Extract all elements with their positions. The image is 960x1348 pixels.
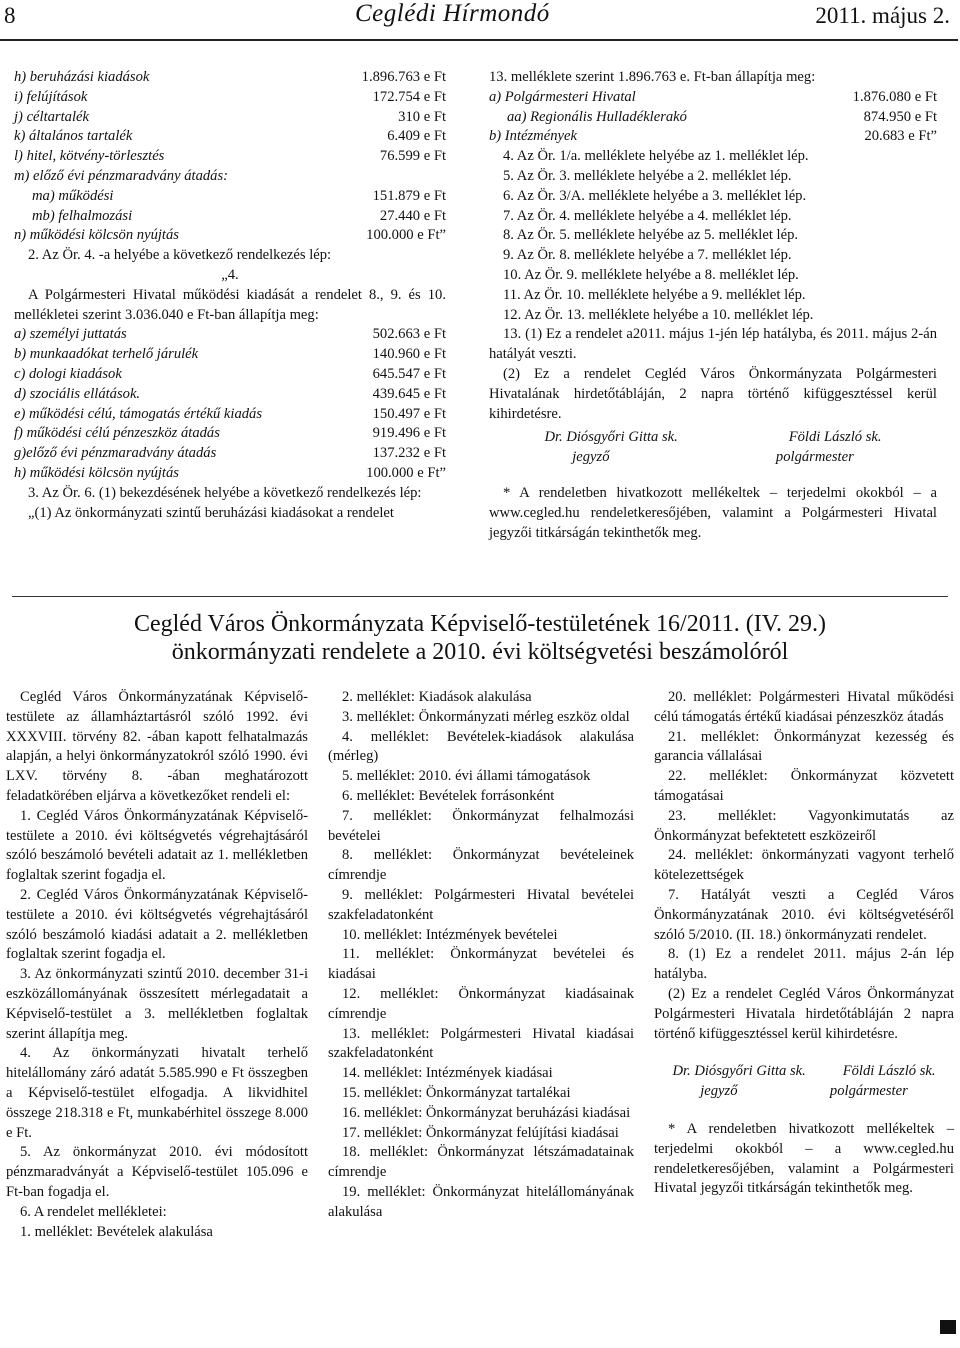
amount-label: b) munkaadókat terhelő járulék bbox=[14, 346, 199, 363]
amount-label: f) működési célú pénzeszköz átadás bbox=[14, 425, 220, 442]
paragraph: 21. melléklet: Önkormányzat kezesség és garancia vállalásai bbox=[654, 728, 954, 765]
article-title bbox=[60, 610, 900, 666]
amount-value: 874.950 e Ft bbox=[863, 108, 937, 125]
amount-value: 150.497 e Ft bbox=[372, 405, 446, 422]
amount-label: h) működési kölcsön nyújtás bbox=[14, 464, 179, 481]
paragraph: 7. Hatályát veszti a Cegléd Város Önkormányzatának 2010. évi költségvetéséről szóló 5/2010. (II. 18.) önkormányzati rendelet. bbox=[654, 886, 954, 943]
amount-row bbox=[14, 444, 446, 464]
signature-role: polgármester bbox=[829, 1083, 908, 1100]
bottom-right-column bbox=[654, 688, 954, 1199]
paragraph: „(1) Az önkormányzati szintű beruházási kiadásokat a rendelet bbox=[28, 504, 394, 521]
paragraph: 20. melléklet: Polgármesteri Hivatal működési célú támogatás értékű kiadásai pénzeszköz átadás bbox=[654, 689, 954, 725]
paragraph: 10. melléklet: Intézmények bevételei bbox=[342, 926, 558, 943]
paragraph: 9. melléklet: Polgármesteri Hivatal bevételei szakfeladatonként bbox=[328, 886, 634, 923]
amount-value: 100.000 e Ft” bbox=[366, 227, 446, 244]
amount-label: mb) felhalmozási bbox=[32, 207, 133, 224]
amount-row bbox=[14, 365, 446, 385]
amount-value: 27.440 e Ft bbox=[379, 207, 446, 224]
paragraph: (2) Ez a rendelet Cegléd Város Önkormányzata Polgármesteri Hivatalának hirdetőtábláján, 2 napra történő kifüggesztéssel kerül kihirdetésre. bbox=[489, 365, 937, 422]
amount-row bbox=[14, 464, 446, 484]
paragraph: 18. melléklet: Önkormányzat létszámadatainak címrendje bbox=[328, 1144, 634, 1181]
amount-row bbox=[14, 127, 446, 147]
paragraph: 5. Az önkormányzat 2010. évi módosított pénzmaradványát a Képviselő-testület 105.096 e Ft-ban fogadja el. bbox=[6, 1144, 308, 1200]
text-line: 13. melléklete szerint 1.896.763 e. Ft-ban állapítja meg: bbox=[489, 69, 816, 85]
paragraph: 16. melléklet: Önkormányzat beruházási kiadásai bbox=[342, 1104, 631, 1121]
paragraph: 12. melléklet: Önkormányzat kiadásainak címrendje bbox=[328, 985, 634, 1022]
title-line: önkormányzati rendelete a 2010. évi költségvetési beszámolóról bbox=[171, 639, 789, 665]
signature-name: Dr. Diósgyőri Gitta sk. bbox=[672, 1063, 806, 1080]
amount-value: 172.754 e Ft bbox=[372, 88, 446, 105]
paragraph: A Polgármesteri Hivatal működési kiadását a rendelet 8., 9. és 10. mellékletei szerint 3.036.040 e Ft-ban állapítja meg: bbox=[14, 286, 446, 323]
paragraph: 17. melléklet: Önkormányzat felújítási kiadásai bbox=[342, 1124, 619, 1141]
footnote: * A rendeletben hivatkozott mellékeltek – terjedelmi okokból – a www.cegled.hu rendeletkeresőjében, valamint a Polgármesteri Hivatal jegyzői titkárságán tekinthetők meg. bbox=[489, 484, 937, 541]
amount-value: 310 e Ft bbox=[398, 108, 446, 125]
amount-value: 439.645 e Ft bbox=[372, 385, 446, 402]
amount-row bbox=[14, 226, 446, 246]
paragraph: 8. (1) Ez a rendelet 2011. május 2-án lép hatályba. bbox=[654, 946, 954, 983]
paragraph: 7. Az Ör. 4. melléklete helyébe a 4. melléklet lép. bbox=[503, 207, 792, 224]
paragraph: 8. melléklet: Önkormányzat bevételeinek címrendje bbox=[328, 847, 634, 884]
amount-label: ma) működési bbox=[32, 187, 114, 204]
section-divider bbox=[12, 596, 948, 597]
title-line: Cegléd Város Önkormányzata Képviselő-testületének 16/2011. (IV. 29.) bbox=[133, 611, 827, 637]
amount-value: 919.496 e Ft bbox=[372, 425, 446, 442]
signature-name: Földi László sk. bbox=[842, 1063, 936, 1080]
issue-date: 2011. május 2. bbox=[815, 3, 950, 28]
amount-row bbox=[489, 88, 937, 108]
amount-value: 100.000 e Ft” bbox=[366, 464, 446, 481]
amount-label: g)előző évi pénzmaradvány átadás bbox=[14, 445, 217, 462]
amount-label: j) céltartalék bbox=[14, 108, 89, 125]
amount-row bbox=[14, 187, 446, 207]
amount-value: 1.896.763 e Ft bbox=[361, 69, 446, 85]
paragraph: 4. Az Ör. 1/a. melléklete helyébe az 1. melléklet lép. bbox=[503, 148, 809, 165]
paragraph: 22. melléklet: Önkormányzat közvetett támogatásai bbox=[654, 768, 954, 804]
signature-names bbox=[654, 1062, 954, 1082]
paragraph: 4. Az önkormányzati hivatalt terhelő hitelállomány záró adatát 5.585.990 e Ft összegben a Képviselő-testület elfogadja. A likvidhitel összege 218.318 e Ft, munkabérhitel összege 8.000 e Ft. bbox=[6, 1045, 308, 1141]
paragraph: 3. Az önkormányzati szintű 2010. december 31-i eszközállományának összesített mérlegadatait a Képviselő-testület a 3. mellékletben foglaltak szerint állapítja meg. bbox=[6, 966, 308, 1042]
paragraph: 4. melléklet: Bevételek-kiadások alakulása (mérleg) bbox=[328, 728, 634, 765]
paragraph: 2. Cegléd Város Önkormányzatának Képviselő-testülete a 2010. évi költségvetés végrehajtásáról szóló beszámoló kiadási adatait a 2. mellékletben foglaltak szerint fogadja el. bbox=[6, 886, 308, 963]
paragraph: 6. Az Ör. 3/A. melléklete helyébe a 3. melléklet lép. bbox=[503, 187, 807, 204]
paragraph: 9. Az Ör. 8. melléklete helyébe a 7. melléklet lép. bbox=[503, 247, 792, 264]
signature-role: jegyző bbox=[572, 449, 610, 466]
amount-value: 6.409 e Ft bbox=[387, 128, 446, 145]
top-left-column bbox=[14, 68, 446, 523]
amount-label: h) beruházási kiadások bbox=[14, 69, 150, 85]
amount-label: b) Intézmények bbox=[489, 128, 577, 145]
amount-label: k) általános tartalék bbox=[14, 128, 133, 145]
amount-value: 1.876.080 e Ft bbox=[852, 88, 937, 105]
header-rule bbox=[0, 39, 958, 41]
paragraph: 23. melléklet: Vagyonkimutatás az Önkormányzat befektetett eszközeiről bbox=[654, 807, 954, 844]
paragraph: 2. melléklet: Kiadások alakulása bbox=[342, 689, 532, 705]
amount-label: a) személyi juttatás bbox=[14, 326, 127, 343]
amount-row bbox=[14, 167, 446, 187]
paragraph: 1. Cegléd Város Önkormányzatának Képviselő-testülete a 2010. évi költségvetés végrehajtásáról szóló beszámoló bevételi adatait az 1. mellékletben foglaltak szerint fogadja el. bbox=[6, 807, 308, 884]
footnote: * A rendeletben hivatkozott mellékeltek – terjedelmi okokból – a www.cegled.hu rendeletkeresőjében, valamint a Polgármesteri Hivatal jegyzői titkárságán tekinthetők meg. bbox=[654, 1120, 954, 1197]
amount-row bbox=[14, 207, 446, 227]
signature-roles bbox=[489, 448, 937, 468]
amount-label: l) hitel, kötvény-törlesztés bbox=[14, 148, 165, 165]
amount-row bbox=[489, 127, 937, 147]
amount-row bbox=[14, 345, 446, 365]
end-mark bbox=[940, 1320, 956, 1334]
paragraph: 3. melléklet: Önkormányzati mérleg eszköz oldal bbox=[342, 708, 630, 725]
page-header bbox=[0, 0, 960, 44]
amount-row bbox=[14, 385, 446, 405]
paragraph: 12. Az Ör. 13. melléklete helyébe a 10. melléklet lép. bbox=[503, 306, 814, 323]
amount-row bbox=[14, 68, 446, 88]
paragraph: 8. Az Ör. 5. melléklete helyébe az 5. melléklet lép. bbox=[503, 227, 799, 244]
amount-label: c) dologi kiadások bbox=[14, 365, 122, 382]
bottom-middle-column bbox=[328, 688, 634, 1223]
amount-row bbox=[14, 325, 446, 345]
amount-value: 502.663 e Ft bbox=[372, 326, 446, 343]
amount-value: 20.683 e Ft” bbox=[864, 128, 937, 145]
amount-row bbox=[14, 88, 446, 108]
signature-name: Dr. Diósgyőri Gitta sk. bbox=[544, 429, 678, 446]
amount-row bbox=[489, 108, 937, 128]
paragraph: 7. melléklet: Önkormányzat felhalmozási bevételei bbox=[328, 807, 634, 844]
paragraph: 6. A rendelet mellékletei: bbox=[20, 1203, 167, 1220]
signature-role: jegyző bbox=[700, 1083, 738, 1100]
amount-row bbox=[14, 147, 446, 167]
amount-row bbox=[14, 108, 446, 128]
amount-value: 645.547 e Ft bbox=[372, 365, 446, 382]
paragraph: 14. melléklet: Intézmények kiadásai bbox=[342, 1065, 553, 1082]
paragraph: 6. melléklet: Bevételek forrásonként bbox=[342, 787, 555, 804]
paragraph: 1. melléklet: Bevételek alakulása bbox=[20, 1223, 213, 1240]
amount-value: 140.960 e Ft bbox=[372, 346, 446, 363]
amount-row bbox=[14, 405, 446, 425]
amount-label: e) működési célú, támogatás értékű kiadás bbox=[14, 405, 263, 422]
masthead: Ceglédi Hírmondó bbox=[355, 0, 550, 27]
paragraph: 5. Az Ör. 3. melléklete helyébe a 2. melléklet lép. bbox=[503, 167, 792, 184]
amount-label: i) felújítások bbox=[14, 88, 88, 105]
amount-row bbox=[14, 424, 446, 444]
quote-heading: „4. bbox=[221, 266, 239, 283]
paragraph: (2) Ez a rendelet Cegléd Város Önkormányzat Polgármesteri Hivatala hirdetőtábláján 2 napra történő kifüggesztéssel kerül kihirdetésre. bbox=[654, 985, 954, 1042]
amount-label: d) szociális ellátások. bbox=[14, 385, 141, 402]
paragraph: 24. melléklet: önkormányzati vagyont terhelő kötelezettségek bbox=[654, 847, 954, 884]
paragraph: 19. melléklet: Önkormányzat hitelállományának alakulása bbox=[328, 1183, 634, 1220]
paragraph: 11. Az Ör. 10. melléklete helyébe a 9. melléklet lép. bbox=[503, 286, 806, 303]
page-number: 8 bbox=[4, 3, 16, 28]
amount-value: 76.599 e Ft bbox=[379, 148, 446, 165]
paragraph: 11. melléklet: Önkormányzat bevételei és kiadásai bbox=[328, 946, 634, 983]
signature-roles bbox=[654, 1082, 954, 1102]
paragraph: 13. melléklet: Polgármesteri Hivatal kiadásai szakfeladatonként bbox=[328, 1025, 634, 1062]
paragraph: Cegléd Város Önkormányzatának Képviselő-testülete az államháztartásról szóló 1992. évi XXXVIII. törvény 82. -ában kapott felhatalmazás alapján, a helyi önkormányzatokról szóló 1990. évi LXV. törvény 8. -ában meghatározott feladatkörében eljárva a következőket rendeli el: bbox=[6, 689, 308, 804]
bottom-left-column bbox=[6, 688, 308, 1242]
signature-names bbox=[489, 428, 937, 448]
signature-name: Földi László sk. bbox=[788, 429, 882, 446]
signature-role: polgármester bbox=[775, 449, 854, 466]
amount-label: aa) Regionális Hulladéklerakó bbox=[507, 108, 687, 125]
paragraph: 5. melléklet: 2010. évi állami támogatások bbox=[342, 768, 591, 785]
amount-label: m) előző évi pénzmaradvány átadás: bbox=[14, 167, 228, 184]
amount-label: a) Polgármesteri Hivatal bbox=[489, 88, 636, 105]
top-right-column bbox=[489, 68, 937, 543]
amount-value: 137.232 e Ft bbox=[372, 445, 446, 462]
paragraph: 15. melléklet: Önkormányzat tartalékai bbox=[342, 1084, 571, 1101]
paragraph: 3. Az Ör. 6. (1) bekezdésének helyébe a következő rendelkezés lép: bbox=[28, 484, 422, 501]
amount-value: 151.879 e Ft bbox=[372, 187, 446, 204]
amount-label: n) működési kölcsön nyújtás bbox=[14, 227, 179, 244]
paragraph: 13. (1) Ez a rendelet a2011. május 1-jén lép hatályba, és 2011. május 2-án hatályát veszti. bbox=[489, 326, 937, 363]
paragraph: 10. Az Ör. 9. melléklete helyébe a 8. melléklet lép. bbox=[503, 266, 799, 283]
paragraph: 2. Az Ör. 4. -a helyébe a következő rendelkezés lép: bbox=[28, 247, 332, 264]
